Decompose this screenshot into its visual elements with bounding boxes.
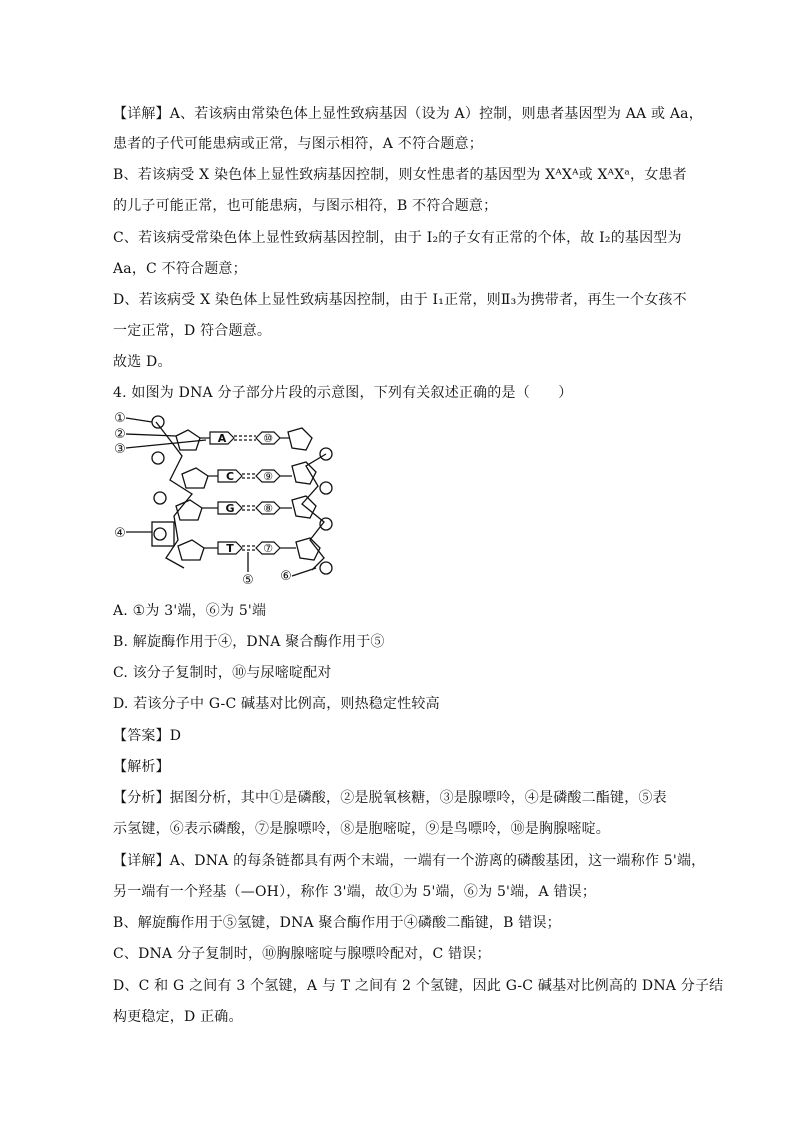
figure-label: ② xyxy=(114,427,126,442)
text-line: 【详解】A、DNA 的每条链都具有两个末端，一端有一个游离的磷酸基团，这一端称作 5'端， xyxy=(113,853,706,869)
text-line: D、C 和 G 之间有 3 个氢键，A 与 T 之间有 2 个氢键，因此 G-C 碱基对比例高的 DNA 分子结 xyxy=(113,978,724,994)
option-b: B. 解旋酶作用于④，DNA 聚合酶作用于⑤ xyxy=(113,634,385,650)
text-line: C、DNA 分子复制时，⑩胸腺嘧啶与腺嘌呤配对，C 错误； xyxy=(113,946,491,962)
text-line: C、若该病受常染色体上显性致病基因控制，由于 I₂的子女有正常的个体，故 I₂的基因型为 xyxy=(113,230,682,246)
text-line: 故选 D。 xyxy=(113,354,172,370)
text-line: Aa，C 不符合题意； xyxy=(113,261,247,277)
text-line: 的儿子可能正常，也可能患病，与图示相符，B 不符合题意； xyxy=(113,198,498,214)
base-number: ⑨ xyxy=(263,470,273,483)
figure-label: ③ xyxy=(114,442,126,457)
text-line: 【分析】据图分析，其中①是磷酸，②是脱氧核糖，③是腺嘌呤，④是磷酸二酯键，⑤表 xyxy=(113,790,667,806)
option-a: A. ①为 3'端，⑥为 5'端 xyxy=(113,603,267,619)
answer-line: 【答案】D xyxy=(113,728,182,744)
figure-label: ④ xyxy=(114,526,126,541)
base-label: C xyxy=(225,470,235,483)
text-line: 一定正常，D 符合题意。 xyxy=(113,323,272,339)
figure-label: ⑤ xyxy=(242,573,254,588)
option-d: D. 若该分子中 G-C 碱基对比例高，则热稳定性较高 xyxy=(113,696,440,712)
question-title: 4. 如图为 DNA 分子部分片段的示意图，下列有关叙述正确的是（ ） xyxy=(113,385,573,401)
base-number: ⑩ xyxy=(263,432,273,445)
text-line: 【详解】A、若该病由常染色体上显性致病基因（设为 A）控制，则患者基因型为 AA 或 Aa， xyxy=(113,106,703,122)
dna-diagram xyxy=(112,408,352,588)
analysis-heading: 【解析】 xyxy=(113,759,170,775)
figure-label: ① xyxy=(114,411,126,426)
text-line: B、解旋酶作用于⑤氢键，DNA 聚合酶作用于④磷酸二酯键，B 错误； xyxy=(113,915,561,931)
text-line: 示氢键，⑥表示磷酸，⑦是腺嘌呤，⑧是胞嘧啶，⑨是鸟嘌呤，⑩是胸腺嘧啶。 xyxy=(113,821,610,837)
base-number: ⑧ xyxy=(263,502,273,515)
text-line: B、若该病受 X 染色体上显性致病基因控制，则女性患者的基因型为 XᴬXᴬ或 XᴬXᵃ，女患者 xyxy=(113,167,687,183)
text-line: 另一端有一个羟基（—OH），称作 3'端，故①为 5'端，⑥为 5'端，A 错误； xyxy=(113,884,597,900)
figure-label: ⑥ xyxy=(280,569,292,584)
base-label: A xyxy=(217,432,227,445)
text-line: 患者的子代可能患病或正常，与图示相符，A 不符合题意； xyxy=(113,136,483,152)
text-line: 构更稳定，D 正确。 xyxy=(113,1009,243,1025)
text-line: D、若该病受 X 染色体上显性致病基因控制，由于 I₁正常，则Ⅱ₃为携带者，再生一个女孩不 xyxy=(113,292,687,308)
option-c: C. 该分子复制时，⑩与尿嘧啶配对 xyxy=(113,665,332,681)
base-label: G xyxy=(225,502,235,515)
base-number: ⑦ xyxy=(263,542,273,555)
base-label: T xyxy=(226,542,234,555)
